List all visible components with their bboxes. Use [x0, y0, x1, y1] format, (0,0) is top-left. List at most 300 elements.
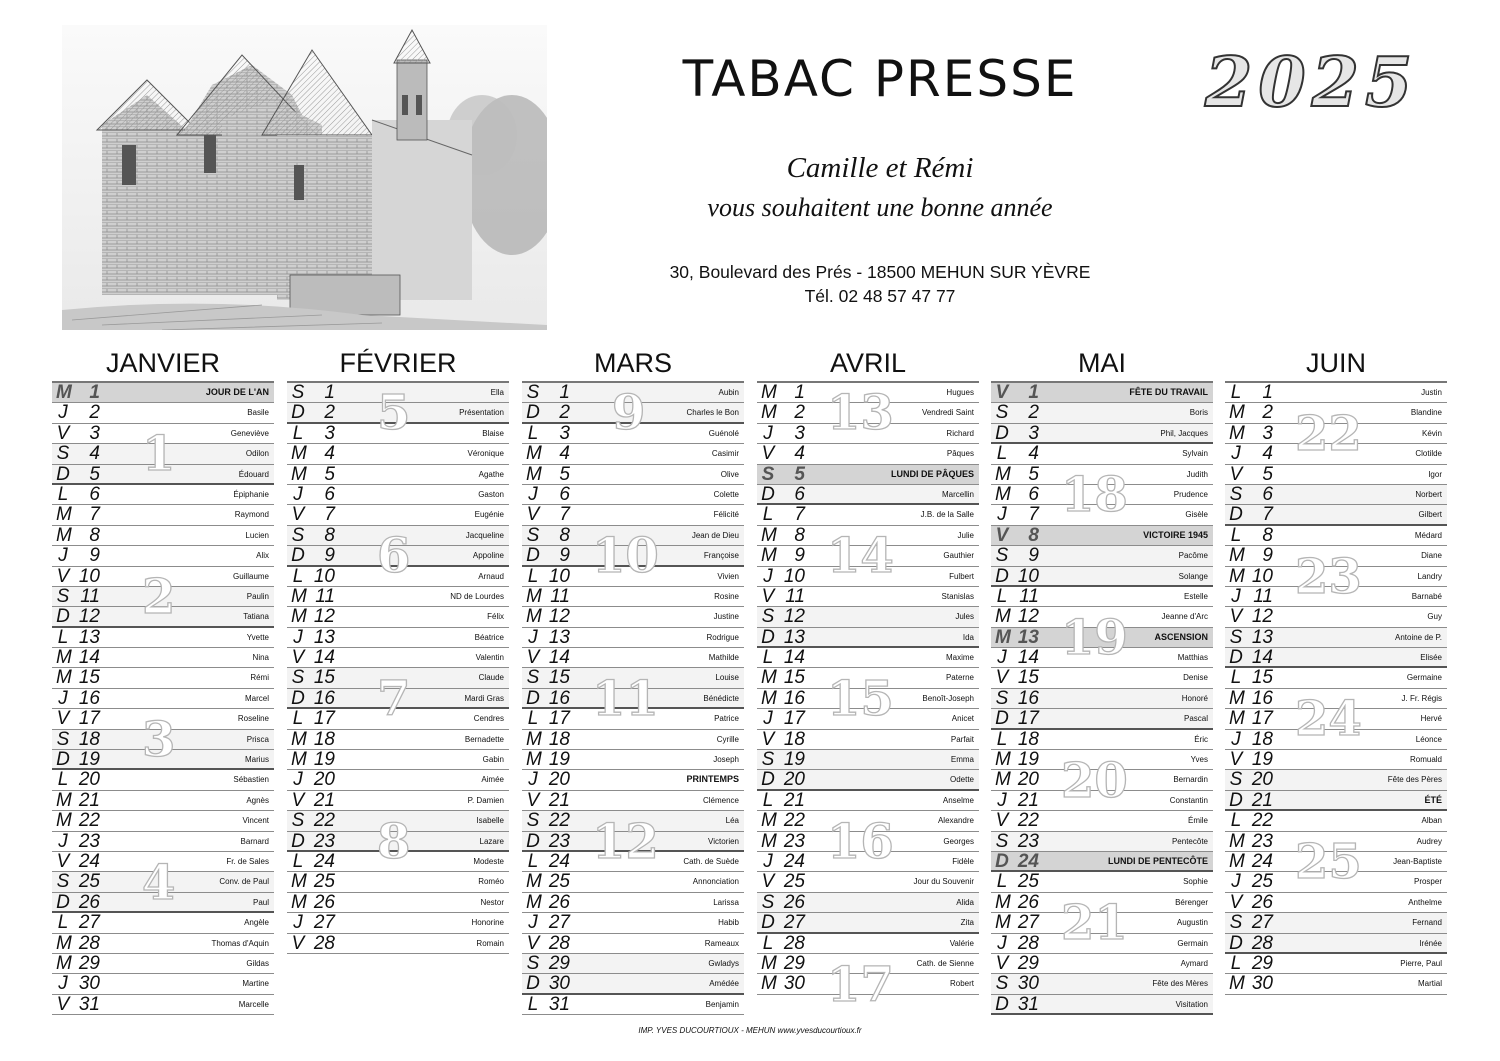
week-number: 2 — [142, 569, 176, 625]
saint-name: Jean-Baptiste — [1393, 856, 1442, 866]
weekday-letter: D — [1229, 789, 1243, 811]
saint-name: Casimir — [711, 449, 739, 459]
weekday-letter: V — [291, 647, 305, 669]
week-number: 8 — [377, 813, 411, 870]
weekday-letter: S — [56, 443, 70, 465]
day-row — [991, 526, 1213, 546]
saint-name: Blaise — [482, 428, 504, 438]
saint-name: Marius — [244, 755, 269, 765]
day-number: 9 — [1028, 545, 1039, 567]
day-row — [52, 546, 274, 566]
weekday-letter: M — [995, 769, 1011, 791]
day-row — [287, 567, 509, 587]
day-row — [522, 995, 744, 1015]
weekday-letter: M — [526, 728, 542, 750]
saint-name: Benoît-Joseph — [922, 693, 974, 703]
saint-name: Norbert — [1415, 489, 1442, 499]
day-number: 12 — [1017, 606, 1039, 628]
day-number: 29 — [783, 952, 805, 974]
day-row — [1225, 913, 1447, 933]
saint-name: J. Fr. Régis — [1401, 693, 1442, 703]
shop-title: TABAC PRESSE — [682, 50, 1078, 108]
day-number: 2 — [89, 402, 100, 424]
saint-name: Boris — [1189, 408, 1208, 418]
day-row — [52, 709, 274, 729]
day-number: 20 — [1251, 769, 1273, 791]
day-number: 16 — [313, 687, 335, 709]
week-number: 10 — [592, 528, 659, 585]
saint-name: Honorine — [471, 918, 504, 928]
day-row — [757, 934, 979, 954]
day-number: 24 — [78, 850, 100, 872]
day-row — [52, 832, 274, 852]
day-row — [991, 730, 1213, 750]
weekday-letter: D — [761, 483, 775, 505]
month-column — [757, 346, 979, 1013]
day-number: 2 — [324, 402, 335, 424]
saint-name: Épiphanie — [233, 489, 269, 499]
saint-name: Alida — [956, 897, 974, 907]
weekday-letter: D — [526, 545, 540, 567]
weekday-letter: V — [291, 932, 305, 954]
weekday-letter: L — [996, 443, 1008, 465]
saint-name: Béatrice — [474, 632, 504, 642]
weekday-letter: M — [56, 524, 72, 546]
week-number: 25 — [1295, 834, 1362, 891]
saint-name: Annonciation — [692, 877, 739, 887]
month-name: AVRIL — [829, 348, 907, 378]
day-row — [757, 954, 979, 974]
saint-name: Marcel — [244, 693, 269, 703]
day-number: 15 — [313, 667, 335, 689]
day-row — [757, 974, 979, 994]
weekday-letter: S — [761, 606, 775, 628]
day-row — [522, 485, 744, 505]
weekday-letter: M — [291, 463, 307, 485]
day-list — [287, 381, 509, 954]
saint-name: Fidèle — [952, 856, 974, 866]
day-row — [52, 465, 274, 485]
weekday-letter: D — [526, 687, 540, 709]
saint-name: Clotilde — [1415, 449, 1442, 459]
saint-name: Romuald — [1409, 755, 1442, 765]
saint-name: Charles le Bon — [686, 408, 739, 418]
day-number: 5 — [794, 463, 805, 485]
day-row — [757, 505, 979, 525]
saint-name: Claude — [478, 673, 504, 683]
weekday-letter: L — [527, 708, 539, 730]
weekday-letter: M — [1229, 565, 1245, 587]
day-row — [757, 791, 979, 811]
day-row — [522, 587, 744, 607]
weekday-letter: J — [997, 504, 1007, 526]
day-number: 26 — [1017, 891, 1039, 913]
day-number: 21 — [548, 789, 570, 811]
day-row — [757, 607, 979, 627]
weekday-letter: V — [995, 952, 1009, 974]
day-row — [991, 567, 1213, 587]
weekday-letter: L — [292, 565, 304, 587]
day-row — [52, 913, 274, 933]
day-row — [757, 444, 979, 464]
weekday-letter: L — [57, 912, 69, 934]
day-number: 7 — [89, 504, 100, 526]
day-row — [287, 505, 509, 525]
day-number: 14 — [1251, 647, 1273, 669]
greeting-names: Camille et Rémi — [786, 152, 974, 184]
day-number: 23 — [1251, 830, 1273, 852]
weekday-letter: D — [995, 708, 1009, 730]
day-row — [522, 546, 744, 566]
weekday-letter: L — [1230, 810, 1242, 832]
weekday-letter: V — [526, 789, 540, 811]
weekday-letter: S — [995, 830, 1009, 852]
weekday-letter: M — [995, 626, 1011, 648]
weekday-letter: V — [56, 993, 70, 1015]
day-number: 18 — [1017, 728, 1039, 750]
day-row — [991, 424, 1213, 444]
day-number: 11 — [315, 585, 335, 607]
weekday-letter: M — [761, 810, 777, 832]
day-number: 14 — [548, 647, 570, 669]
day-row — [991, 913, 1213, 933]
day-number: 19 — [548, 749, 570, 771]
saint-name: Gabin — [482, 755, 504, 765]
saint-name: Bérenger — [1175, 897, 1208, 907]
day-row — [522, 852, 744, 872]
day-number: 17 — [313, 708, 335, 730]
weekday-letter: S — [761, 749, 775, 771]
week-number: 16 — [827, 813, 894, 870]
saint-name: Françoise — [703, 551, 739, 561]
day-row — [52, 689, 274, 709]
day-row — [991, 403, 1213, 423]
day-row — [757, 587, 979, 607]
day-row — [757, 628, 979, 648]
weekday-letter: V — [291, 789, 305, 811]
weekday-letter: J — [997, 647, 1007, 669]
day-number: 28 — [313, 932, 335, 954]
weekday-letter: L — [57, 626, 69, 648]
day-row — [757, 383, 979, 403]
saint-name: Paterne — [945, 673, 974, 683]
saint-name: Angèle — [244, 918, 269, 928]
saint-name: Zita — [960, 918, 974, 928]
day-number: 27 — [1251, 912, 1273, 934]
weekday-letter: V — [761, 871, 775, 893]
weekday-letter: M — [526, 585, 542, 607]
weekday-letter: L — [527, 850, 539, 872]
weekday-letter: M — [761, 973, 777, 995]
saint-name: Roseline — [237, 714, 269, 724]
saint-name: Parfait — [950, 734, 974, 744]
day-number: 17 — [783, 708, 805, 730]
saint-name: Justin — [1421, 388, 1442, 397]
day-row — [287, 791, 509, 811]
day-number: 1 — [1262, 382, 1273, 403]
weekday-letter: J — [763, 708, 773, 730]
saint-name: Robert — [949, 979, 974, 989]
weekday-letter: S — [1229, 626, 1243, 648]
saint-name: Arnaud — [478, 571, 504, 581]
day-number: 25 — [1251, 871, 1273, 893]
weekday-letter: M — [761, 402, 777, 424]
day-row — [991, 709, 1213, 729]
saint-name: Mardi Gras — [464, 693, 504, 703]
saint-name: Jeanne d'Arc — [1161, 612, 1208, 622]
weekday-letter: S — [526, 810, 540, 832]
day-number: 22 — [78, 810, 100, 832]
day-row — [522, 893, 744, 913]
day-number: 1 — [794, 382, 805, 403]
day-number: 12 — [783, 606, 805, 628]
saint-name: Eugénie — [474, 510, 504, 520]
day-row — [991, 587, 1213, 607]
day-row — [991, 546, 1213, 566]
day-row — [1225, 505, 1447, 525]
holiday-name: FÊTE DU TRAVAIL — [1129, 387, 1208, 397]
saint-name: Thomas d'Aquin — [211, 938, 269, 948]
saint-name: Édouard — [238, 469, 269, 479]
saint-name: Éric — [1194, 734, 1208, 744]
weekday-letter: V — [995, 810, 1009, 832]
day-number: 22 — [1017, 810, 1039, 832]
saint-name: Vivien — [717, 571, 739, 581]
week-number: 6 — [377, 528, 411, 585]
weekday-letter: S — [526, 524, 540, 546]
weekday-letter: L — [762, 789, 774, 811]
day-number: 19 — [78, 749, 100, 771]
day-number: 28 — [78, 932, 100, 954]
day-row — [522, 750, 744, 770]
weekday-letter: V — [56, 565, 70, 587]
saint-name: Fulbert — [949, 571, 974, 581]
weekday-letter: L — [762, 504, 774, 526]
weekday-letter: M — [995, 912, 1011, 934]
day-row — [757, 709, 979, 729]
day-number: 25 — [783, 871, 805, 893]
weekday-letter: L — [527, 565, 539, 587]
saint-name: Gaston — [478, 489, 504, 499]
day-row — [1225, 668, 1447, 688]
day-row — [1225, 485, 1447, 505]
saint-name: Amédée — [709, 979, 739, 989]
saint-name: Jules — [955, 612, 974, 622]
day-number: 26 — [548, 891, 570, 913]
year-text: 2025 — [1205, 43, 1419, 120]
day-number: 15 — [548, 667, 570, 689]
month-column — [52, 346, 274, 1015]
day-number: 30 — [783, 973, 805, 995]
weekday-letter: S — [526, 952, 540, 974]
weekday-letter: S — [995, 545, 1009, 567]
day-number: 2 — [559, 402, 570, 424]
day-number: 8 — [89, 524, 100, 546]
weekday-letter: M — [291, 871, 307, 893]
month-column — [522, 346, 744, 1015]
day-number: 17 — [78, 708, 100, 730]
saint-name: Sophie — [1183, 877, 1208, 887]
day-row — [52, 750, 274, 770]
day-number: 12 — [548, 606, 570, 628]
saint-name: Ella — [490, 388, 504, 397]
day-number: 21 — [783, 789, 805, 811]
holiday-name: LUNDI DE PÂQUES — [890, 468, 974, 479]
saint-name: Kévin — [1421, 428, 1442, 438]
day-number: 15 — [1251, 667, 1273, 689]
day-row — [287, 934, 509, 954]
day-number: 7 — [324, 504, 335, 526]
weekday-letter: S — [1229, 483, 1243, 505]
day-number: 24 — [1251, 850, 1273, 872]
day-number: 10 — [1251, 565, 1273, 587]
saint-name: Martine — [242, 979, 269, 989]
day-number: 20 — [548, 769, 570, 791]
day-row — [52, 567, 274, 587]
day-row — [287, 689, 509, 709]
day-row — [287, 750, 509, 770]
day-number: 14 — [313, 647, 335, 669]
saint-name: Odilon — [245, 449, 269, 459]
day-number: 4 — [559, 443, 570, 465]
weekday-letter: S — [291, 382, 305, 403]
day-number: 20 — [783, 769, 805, 791]
day-row — [991, 770, 1213, 790]
weekday-letter: M — [526, 463, 542, 485]
day-number: 16 — [548, 687, 570, 709]
saint-name: Isabelle — [476, 816, 504, 826]
day-number: 6 — [89, 483, 100, 505]
day-number: 26 — [313, 891, 335, 913]
weekday-letter: D — [995, 422, 1009, 444]
saint-name: Clémence — [702, 795, 739, 805]
day-row — [522, 383, 744, 403]
day-row — [287, 485, 509, 505]
weekday-letter: M — [761, 667, 777, 689]
day-number: 9 — [794, 545, 805, 567]
day-number: 15 — [78, 667, 100, 689]
week-number: 12 — [592, 813, 659, 870]
day-row — [52, 872, 274, 892]
saint-name: Mathilde — [708, 653, 739, 663]
day-number: 7 — [1262, 504, 1273, 526]
day-number: 20 — [1017, 769, 1039, 791]
saint-name: Ida — [962, 632, 974, 642]
saint-name: Cyrille — [716, 734, 739, 744]
day-number: 8 — [559, 524, 570, 546]
month-name: JANVIER — [105, 348, 221, 378]
weekday-letter: S — [291, 667, 305, 689]
day-row — [1225, 974, 1447, 994]
saint-name: Prosper — [1413, 877, 1442, 887]
weekday-letter: D — [56, 463, 70, 485]
day-number: 27 — [78, 912, 100, 934]
saint-name: Félicité — [713, 510, 739, 520]
day-row — [52, 852, 274, 872]
saint-name: Estelle — [1183, 591, 1208, 601]
weekday-letter: D — [291, 687, 305, 709]
saint-name: Gildas — [246, 958, 269, 968]
day-row — [522, 526, 744, 546]
day-number: 21 — [78, 789, 100, 811]
day-row — [1225, 730, 1447, 750]
weekday-letter: M — [995, 891, 1011, 913]
saint-name: Maxime — [945, 653, 974, 663]
saint-name: Louise — [715, 673, 739, 683]
saint-name: Bernadette — [464, 734, 504, 744]
day-row — [522, 444, 744, 464]
day-row — [1225, 444, 1447, 464]
saint-name: Georges — [943, 836, 974, 846]
weekday-letter: L — [996, 728, 1008, 750]
day-row — [991, 444, 1213, 464]
day-number: 8 — [324, 524, 335, 546]
day-row — [991, 607, 1213, 627]
day-row — [1225, 852, 1447, 872]
day-row — [1225, 628, 1447, 648]
weekday-letter: M — [56, 647, 72, 669]
weekday-letter: S — [291, 524, 305, 546]
saint-name: Benjamin — [705, 999, 739, 1009]
day-number: 30 — [1251, 973, 1273, 995]
weekday-letter: D — [291, 402, 305, 424]
weekday-letter: M — [1229, 830, 1245, 852]
weekday-letter: M — [291, 606, 307, 628]
saint-name: Cath. de Sienne — [916, 958, 974, 968]
weekday-letter: L — [1230, 524, 1242, 546]
day-number: 13 — [313, 626, 335, 648]
day-number: 3 — [559, 422, 570, 444]
saint-name: Antoine de P. — [1394, 632, 1442, 642]
day-row — [287, 770, 509, 790]
day-number: 30 — [548, 973, 570, 995]
day-row — [52, 587, 274, 607]
day-row — [522, 832, 744, 852]
weekday-letter: M — [56, 810, 72, 832]
day-row — [522, 424, 744, 444]
saint-name: Richard — [946, 428, 974, 438]
day-row — [522, 567, 744, 587]
day-list — [52, 381, 274, 1015]
day-number: 25 — [78, 871, 100, 893]
weekday-letter: M — [995, 606, 1011, 628]
day-row — [991, 811, 1213, 831]
weekday-letter: J — [58, 545, 68, 567]
saint-name: Blandine — [1410, 408, 1442, 418]
day-number: 22 — [1251, 810, 1273, 832]
day-row — [52, 811, 274, 831]
day-number: 3 — [1028, 422, 1039, 444]
day-number: 2 — [794, 402, 805, 424]
weekday-letter: D — [56, 606, 70, 628]
saint-name: Igor — [1428, 469, 1442, 479]
saint-name: Paul — [252, 897, 269, 907]
day-row — [52, 791, 274, 811]
saint-name: Phil, Jacques — [1160, 428, 1208, 438]
day-number: 24 — [313, 850, 335, 872]
day-number: 14 — [783, 647, 805, 669]
weekday-letter: M — [761, 545, 777, 567]
day-number: 28 — [783, 932, 805, 954]
saint-name: Lazare — [479, 836, 504, 846]
weekday-letter: D — [1229, 932, 1243, 954]
saint-name: Rodrigue — [706, 632, 739, 642]
weekday-letter: L — [527, 993, 539, 1015]
weekday-letter: J — [1231, 443, 1241, 465]
day-row — [287, 607, 509, 627]
weekday-letter: M — [56, 504, 72, 526]
saint-name: Audrey — [1416, 836, 1442, 846]
